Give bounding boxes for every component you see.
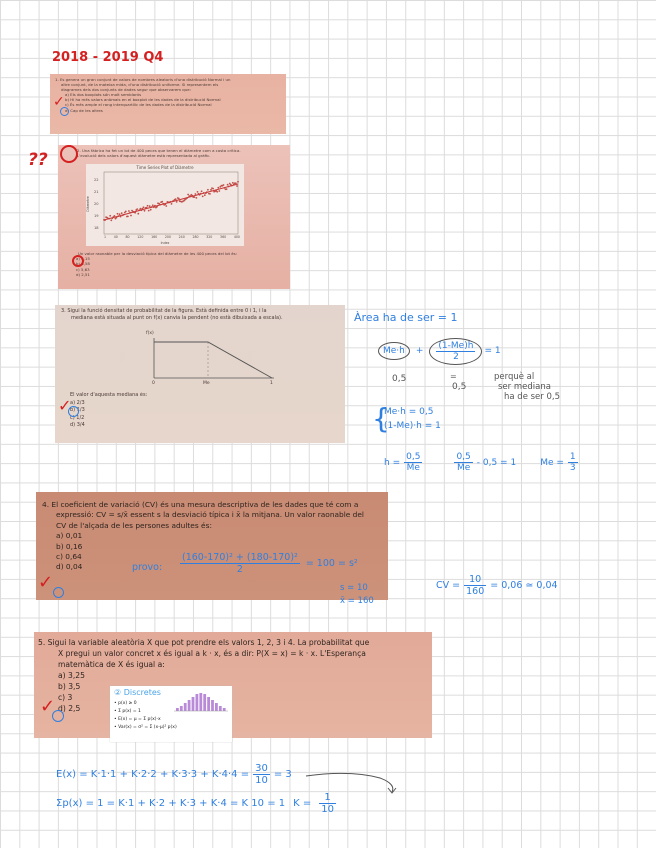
q5-line: matemàtica de X és igual a:	[58, 660, 165, 669]
plot-point	[110, 219, 112, 221]
plot-point	[196, 197, 198, 199]
probability-sum-line	[56, 792, 336, 815]
check-mark-q5: ✓	[40, 696, 56, 717]
sol-mid-num: 0,5	[456, 452, 471, 462]
sol-me-num: 1	[569, 452, 576, 462]
question-5-photo	[34, 632, 432, 738]
histogram-bar	[215, 703, 218, 711]
plot-point	[143, 206, 145, 208]
reason-line: ha de ser 0,5	[504, 392, 560, 402]
term-triangle-num: (1-Me)h	[438, 340, 474, 351]
term-triangle	[429, 338, 482, 365]
card-item: • p(x) ≥ 0	[114, 701, 137, 706]
plot-point	[147, 205, 149, 207]
axis-one: 1	[270, 381, 273, 386]
system-eq-1: Me·h = 0,5	[384, 407, 434, 417]
plot-point	[117, 213, 119, 215]
plot-point	[212, 188, 214, 190]
question-1-photo	[50, 74, 286, 134]
mean-value: x̄ = 160	[340, 596, 374, 606]
q4-line: expressió: CV = s/x̄ essent s la desviació típica i x̄ la mitjana. Un valor raonable del	[56, 510, 364, 520]
plot-point	[130, 215, 132, 217]
y-axis-label: Diàmetre	[85, 196, 90, 212]
x-tick: 400	[233, 235, 240, 239]
q2-line: 2. Una fàbrica ha fet un lot de 400 peces que tenen el diàmetre com a costa crítica.	[77, 148, 241, 153]
x-tick: 160	[151, 235, 158, 239]
q1-option-d: d) Cap de les altres	[65, 107, 103, 113]
q2-question-text	[70, 251, 288, 287]
variance-den: 2	[236, 564, 243, 575]
variance-frac	[180, 552, 300, 575]
cv-result: = 0,06 ≃ 0,04	[490, 580, 558, 591]
q3-line: mediana està situada al punt on f(x) canvia la pendent (no està dibuixada a escala).	[71, 314, 283, 321]
plot-point	[195, 193, 197, 195]
plot-point	[152, 204, 154, 206]
card-item: • E(x) = μ = Σ p(x)·x	[114, 717, 161, 722]
plot-point	[187, 194, 189, 196]
answer-circle-q5	[52, 710, 64, 722]
plot-point	[144, 210, 146, 212]
plot-point	[171, 203, 173, 205]
q3-question: El valor d'aquesta mediana és:	[70, 392, 148, 398]
histogram-bar	[176, 708, 179, 711]
plus-sign: +	[415, 346, 424, 356]
q4-option-c: c) 0,64	[56, 552, 82, 562]
plot-point	[125, 211, 127, 213]
histogram-bar	[223, 708, 226, 711]
plot-point	[136, 208, 138, 210]
check-mark-q3: ✓	[58, 396, 72, 415]
q2-option-b: b) 0,58	[76, 261, 90, 267]
plot-point	[218, 190, 220, 192]
plot-point	[119, 213, 121, 215]
plot-point	[207, 189, 209, 191]
question-number-circle-q2	[60, 145, 78, 163]
sol-h-den: Me	[406, 463, 420, 473]
axis-zero: 0	[152, 381, 155, 386]
solution-line	[384, 452, 578, 473]
answer-circle-q1	[60, 107, 69, 116]
x-tick: 200	[164, 235, 171, 239]
area-note: Àrea ha de ser = 1	[354, 311, 458, 324]
term-me-h: Me·h	[378, 342, 410, 360]
plot-title: Time Series Plot of Diàmetre	[136, 165, 194, 170]
plot-point	[121, 212, 123, 214]
variance-result: = 100 = s²	[305, 558, 358, 569]
answer-circle-q4	[53, 587, 64, 598]
q2-option-a: a) 0,15	[76, 256, 90, 262]
y-tick: 20	[94, 202, 99, 206]
sol-mid-rest: - 0,5 = 1	[476, 457, 517, 468]
q3-line: 3. Sigui la funció densitat de probabilitat de la figura. Està definida entre 0 i 1, i la	[61, 308, 267, 314]
sol-h: h =	[384, 457, 401, 468]
q5-line: X pregui un valor concret x és igual a k · x, és a dir: P(X = x) = k · x. L'Esperança	[58, 649, 366, 658]
q5-option-b: b) 3,5	[58, 682, 81, 691]
plot-point	[236, 185, 238, 187]
k-den: 10	[321, 804, 334, 815]
sol-me-frac	[568, 452, 578, 473]
plot-point	[194, 196, 196, 198]
reason-line: ser mediana	[498, 382, 551, 392]
histogram-bar	[192, 697, 195, 711]
answer-circle-q3	[68, 406, 79, 417]
plot-point	[137, 213, 139, 215]
cv-num: 10	[464, 574, 486, 586]
q3-option-c: c) 1/2	[70, 414, 85, 421]
system-eq-2: (1-Me)·h = 1	[384, 421, 441, 431]
expectation-expr: E(x) = K·1·1 + K·2·2 + K·3·3 + K·4·4 =	[56, 769, 250, 780]
plot-area	[104, 172, 238, 234]
q5-option-c: c) 3	[58, 693, 73, 702]
expectation-frac	[253, 763, 270, 786]
histogram-bars	[176, 693, 226, 711]
expectation-line	[56, 763, 292, 786]
check-mark-q1: ✓	[53, 94, 65, 110]
x-tick: 360	[220, 235, 227, 239]
plot-point	[149, 205, 151, 207]
plot-svg	[86, 164, 244, 246]
equation-system: { Me·h = 0,5 (1-Me)·h = 1	[372, 402, 441, 435]
y-tick: 22	[94, 178, 99, 182]
fx-label: f(x)	[146, 331, 154, 336]
plot-point	[226, 188, 228, 190]
histogram-bar	[188, 700, 191, 711]
plot-point	[216, 191, 218, 193]
plot-point	[165, 205, 167, 207]
histogram-bar	[196, 694, 199, 711]
q4-line: CV de l'alçada de les persones adultes és:	[56, 520, 212, 530]
x-tick: 120	[137, 235, 144, 239]
discrete-card	[110, 686, 232, 742]
variance-num: (160-170)² + (180-170)²	[182, 552, 298, 563]
question-4-photo	[36, 492, 388, 600]
q1-line: altre conjunt, de la mateixa mida, d'una distribució uniforme. Si representem els	[61, 82, 219, 88]
y-tick: 18	[94, 226, 99, 230]
x-tick: 240	[178, 235, 185, 239]
probability-sum-expr: Σp(x) = 1 = K·1 + K·2 + K·3 + K·4 = K 10 = 1	[56, 798, 286, 809]
q4-line: 4. El coeficient de variació (CV) és una mesura descriptiva de les dades que té com a	[42, 500, 359, 509]
plot-point	[210, 189, 212, 191]
sol-h-num: 0,5	[406, 452, 421, 462]
q4-option-a: a) 0,01	[56, 531, 83, 541]
q2-question: Un valor raonable per la desviació típica del diàmetre de les 400 peces del lot és:	[78, 251, 238, 256]
cv-label: CV =	[436, 580, 461, 591]
q3-option-b: b) 1/3	[70, 407, 85, 414]
s-value: s = 10	[340, 583, 368, 593]
sol-mid-frac	[454, 452, 472, 473]
axis-median: Me	[203, 381, 210, 386]
plot-point	[197, 191, 199, 193]
plot-point	[232, 182, 234, 184]
variance-calc	[180, 552, 358, 575]
q1-option-b: b) Hi ha més valors anòmals en el boxplot de les dades de la distribució Normal	[65, 97, 221, 103]
plot-point	[176, 201, 178, 203]
q2-option-d: d) 2,51	[76, 271, 90, 277]
plot-point	[140, 208, 142, 210]
value-eq: =	[450, 372, 457, 381]
histogram-bar	[180, 706, 183, 711]
histogram-bar	[211, 700, 214, 711]
plot-point	[150, 209, 152, 211]
q1-line: 1. Es genera un gran conjunt de valors de nombres aleatoris d'una distribució Normal i un	[55, 77, 231, 82]
histogram-bar	[203, 694, 206, 711]
x-tick: 280	[192, 235, 199, 239]
expectation-den: 10	[255, 775, 268, 786]
area-equation	[378, 336, 501, 366]
card-item: • Σ p(x) = 1	[114, 709, 141, 714]
q3-option-d: d) 3/4	[70, 422, 85, 429]
value-a: 0,5	[392, 374, 407, 384]
value-b: 0,5	[452, 382, 467, 392]
sol-mid-den: Me	[456, 463, 471, 473]
plot-point	[217, 187, 219, 189]
histogram-bar	[219, 706, 222, 711]
q5-line: 5. Sigui la variable aleatòria X que pot prendre els valors 1, 2, 3 i 4. La probabilitat que	[38, 638, 370, 647]
q2-line: L'evolució dels valors d'aquest diàmetre està representada al gràfic.	[77, 153, 211, 158]
q4-option-d: d) 0,04	[56, 562, 83, 572]
card-item: • Var(x) = σ² = Σ (x-μ)² p(x)	[114, 725, 177, 730]
reason-line: perquè al	[494, 372, 535, 382]
sol-h-frac	[404, 452, 422, 473]
card-title: ② Discretes	[114, 688, 161, 697]
page-title: 2018 - 2019 Q4	[52, 50, 164, 65]
q5-option-d: d) 2,5	[58, 704, 81, 713]
x-axis-label: Index	[160, 241, 170, 245]
q3-option-a: a) 2/3	[70, 399, 85, 406]
plot-point	[161, 201, 163, 203]
cv-calc	[436, 574, 558, 597]
x-tick: 1	[104, 235, 107, 239]
plot-point	[204, 194, 206, 196]
plot-point	[201, 190, 203, 192]
question-marks: ??	[28, 150, 48, 170]
expectation-num: 30	[255, 763, 268, 774]
substitution-arrow	[300, 772, 410, 802]
expectation-result: = 3	[273, 769, 292, 780]
trial-label: provo:	[132, 562, 163, 573]
term-triangle-den: 2	[453, 351, 459, 362]
histogram-bar	[199, 693, 202, 711]
plot-point	[237, 181, 239, 183]
histogram-bar	[184, 703, 187, 711]
distribution-histogram	[174, 690, 228, 712]
check-mark-q4: ✓	[38, 572, 54, 593]
median-reason	[494, 372, 560, 402]
plot-point	[227, 184, 229, 186]
trend-line	[104, 184, 238, 220]
equals-one: = 1	[484, 346, 501, 356]
q2-option-c: c) 5,63	[76, 266, 90, 272]
k-num: 1	[319, 792, 336, 804]
plot-point	[223, 184, 225, 186]
plot-point	[109, 215, 111, 217]
plot-point	[209, 193, 211, 195]
q1-line: diagrames dels dos conjunts de dades segur que observarem que:	[61, 87, 191, 93]
q1-option-a: a) Els dos boxplots són molt semblants	[65, 92, 142, 98]
x-tick: 40	[113, 235, 118, 239]
plot-point	[128, 210, 130, 212]
sol-me-den: 3	[569, 463, 576, 473]
histogram-bar	[207, 697, 210, 711]
sol-me: Me =	[540, 457, 564, 468]
q1-option-c: c) És més ample el rang interquartílic de les dades de la distribució Normal	[65, 102, 212, 108]
cv-frac	[464, 574, 486, 597]
time-series-plot	[86, 164, 244, 246]
q5-option-a: a) 3,25	[58, 671, 85, 680]
plot-point	[127, 216, 129, 218]
y-tick: 19	[94, 214, 99, 218]
y-tick: 21	[94, 190, 99, 194]
q4-option-b: b) 0,16	[56, 541, 83, 551]
plot-point	[178, 198, 180, 200]
plot-point	[148, 210, 150, 212]
x-tick: 320	[206, 235, 213, 239]
cv-den: 160	[466, 586, 485, 597]
plot-point	[175, 198, 177, 200]
plot-point	[202, 196, 204, 198]
q3-question-text	[70, 392, 270, 440]
answer-circle-q2	[72, 255, 84, 267]
k-label: K =	[293, 798, 312, 809]
x-tick: 80	[125, 235, 130, 239]
